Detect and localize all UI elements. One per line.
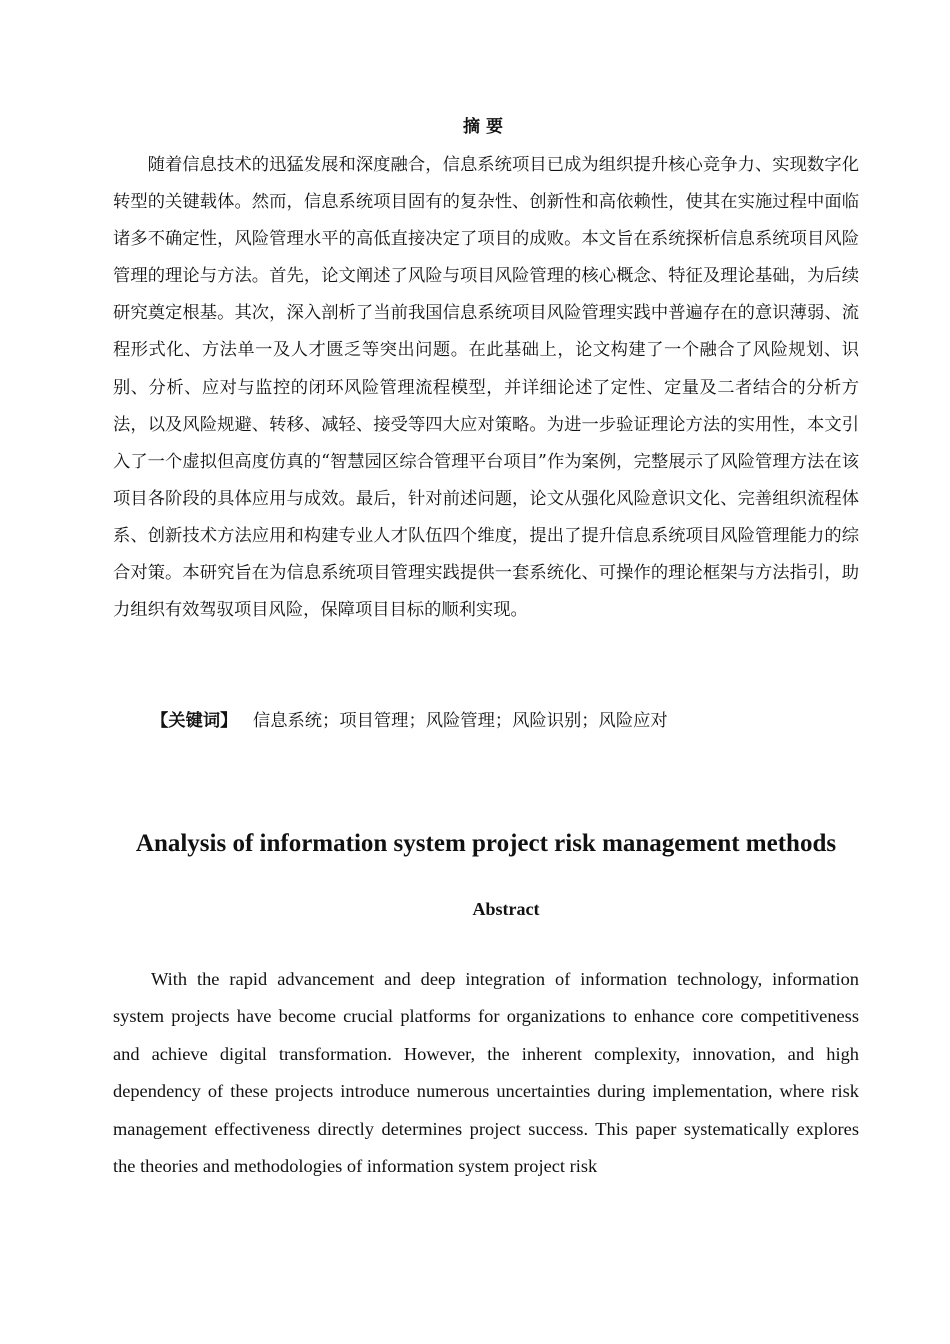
chinese-keywords xyxy=(113,703,859,740)
keywords-label: 【关键词】 xyxy=(151,711,238,731)
english-abstract-heading: Abstract xyxy=(472,899,540,919)
english-paper-title: Analysis of information system project risk management methods xyxy=(135,830,837,857)
keywords-list: 信息系统；项目管理；风险管理；风险识别；风险应对 xyxy=(252,711,668,731)
chinese-abstract-body: 随着信息技术的迅猛发展和深度融合，信息系统项目已成为组织提升核心竞争力、实现数字化转型的关键载体。然而，信息系统项目固有的复杂性、创新性和高依赖性，使其在实施过程中面临诸多不确定性，风险管理水平的高低直接决定了项目的成败。本文旨在系统探析信息系统项目风险管理的理论与方法。首先，论文阐述了风险与项目风险管理的核心概念、特征及理论基础，为后续研究奠定根基。其次，深入剖析了当前我国信息系统项目风险管理实践中普遍存在的意识薄弱、流程形式化、方法单一及人才匮乏等突出问题。在此基础上，论文构建了一个融合了风险规划、识别、分析、应对与监控的闭环风险管理流程模型，并详细论述了定性、定量及二者结合的分析方法，以及风险规避、转移、减轻、接受等四大应对策略。为进一步验证理论方法的实用性，本文引入了一个虚拟但高度仿真的“智慧园区综合管理平台项目”作为案例，完整展示了风险管理方法在该项目各阶段的具体应用与成效。最后，针对前述问题，论文从强化风险意识文化、完善组织流程体系、创新技术方法应用和构建专业人才队伍四个维度，提出了提升信息系统项目风险管理能力的综合对策。本研究旨在为信息系统项目管理实践提供一套系统化、可操作的理论框架与方法指引，助力组织有效驾驭项目风险，保障项目目标的顺利实现。 xyxy=(113,155,859,621)
english-abstract-body: With the rapid advancement and deep integration of information technology, information system projects have become crucial platforms for organizations to enhance core competitiveness and achieve digital transformation. However, the inherent complexity, innovation, and high dependency of these projects introduce numerous uncertainties during implementation, where risk management effectiveness directly determines project success. This paper systematically explores the theories and methodologies of information system project risk xyxy=(113,969,859,1177)
chinese-abstract-heading: 摘要 xyxy=(463,117,509,137)
